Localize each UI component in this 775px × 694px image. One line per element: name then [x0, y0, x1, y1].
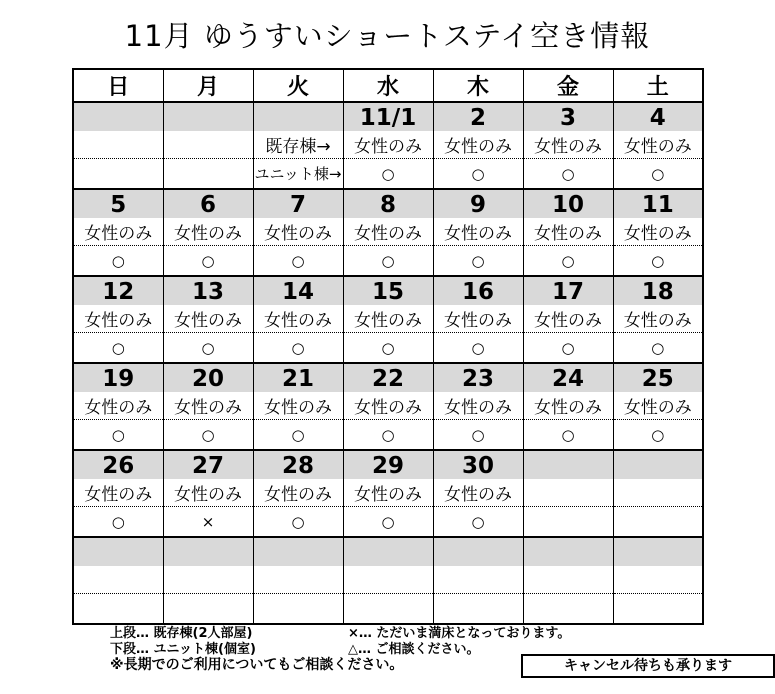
lower-status-cell: ○ — [343, 507, 433, 538]
date-cell: 15 — [343, 276, 433, 305]
cancel-waitlist-box: キャンセル待ちも承ります — [521, 654, 775, 678]
upper-status-cell — [163, 566, 253, 594]
upper-status-cell — [73, 131, 163, 159]
upper-status-cell: 女性のみ — [433, 131, 523, 159]
date-cell — [253, 537, 343, 566]
date-cell: 11 — [613, 189, 703, 218]
date-cell: 7 — [253, 189, 343, 218]
weekday-sat: 土 — [613, 69, 703, 102]
lower-status-cell: ○ — [73, 246, 163, 277]
upper-status-cell — [343, 566, 433, 594]
date-cell — [73, 102, 163, 131]
lower-status-cell: ○ — [343, 333, 433, 364]
lower-status-cell: ○ — [433, 159, 523, 190]
date-cell: 16 — [433, 276, 523, 305]
lower-status-cell — [253, 594, 343, 625]
upper-status-cell — [73, 566, 163, 594]
upper-status-cell: 女性のみ — [163, 218, 253, 246]
upper-status-cell: 女性のみ — [343, 305, 433, 333]
lower-status-cell: ○ — [253, 333, 343, 364]
upper-status-cell: 女性のみ — [73, 305, 163, 333]
lower-status-cell: ○ — [613, 420, 703, 451]
date-row — [73, 363, 703, 392]
legend-lower: 下段… ユニット棟(個室) — [110, 642, 256, 657]
lower-status-cell — [613, 507, 703, 538]
upper-status-cell: 女性のみ — [343, 218, 433, 246]
date-cell: 30 — [433, 450, 523, 479]
weekday-fri: 金 — [523, 69, 613, 102]
upper-availability-row — [73, 392, 703, 420]
upper-status-cell: 女性のみ — [343, 392, 433, 420]
availability-calendar — [72, 68, 704, 625]
date-cell: 10 — [523, 189, 613, 218]
upper-availability-row — [73, 305, 703, 333]
lower-status-cell: ○ — [613, 159, 703, 190]
date-cell — [73, 537, 163, 566]
lower-status-cell — [73, 594, 163, 625]
lower-status-cell — [163, 159, 253, 190]
lower-status-cell: ○ — [343, 420, 433, 451]
date-cell: 9 — [433, 189, 523, 218]
date-row — [73, 537, 703, 566]
lower-availability-row — [73, 420, 703, 451]
date-cell: 11/1 — [343, 102, 433, 131]
legend-triangle: △… ご相談ください。 — [348, 642, 480, 657]
lower-status-cell — [163, 594, 253, 625]
upper-status-cell: 女性のみ — [73, 479, 163, 507]
upper-status-cell — [613, 566, 703, 594]
date-cell: 22 — [343, 363, 433, 392]
lower-status-cell: ○ — [433, 246, 523, 277]
upper-status-cell: 女性のみ — [523, 305, 613, 333]
lower-status-cell — [523, 594, 613, 625]
upper-status-cell: 女性のみ — [433, 305, 523, 333]
date-cell: 25 — [613, 363, 703, 392]
date-cell: 5 — [73, 189, 163, 218]
lower-status-cell — [613, 594, 703, 625]
weekday-sun: 日 — [73, 69, 163, 102]
upper-status-cell: 女性のみ — [613, 305, 703, 333]
date-cell: 4 — [613, 102, 703, 131]
date-cell: 21 — [253, 363, 343, 392]
date-cell: 3 — [523, 102, 613, 131]
lower-status-cell: ○ — [343, 159, 433, 190]
date-row — [73, 189, 703, 218]
lower-status-cell — [343, 594, 433, 625]
date-cell: 6 — [163, 189, 253, 218]
upper-status-cell: 女性のみ — [73, 392, 163, 420]
lower-status-cell: ○ — [613, 333, 703, 364]
date-cell — [163, 102, 253, 131]
upper-status-cell: 女性のみ — [343, 479, 433, 507]
date-cell — [523, 450, 613, 479]
lower-status-cell: ○ — [253, 507, 343, 538]
date-cell — [163, 537, 253, 566]
long-term-note: ※長期でのご利用についてもご相談ください。 — [110, 657, 404, 673]
lower-status-cell: ○ — [433, 420, 523, 451]
upper-status-cell: 女性のみ — [523, 218, 613, 246]
upper-status-cell: 女性のみ — [613, 131, 703, 159]
date-cell: 12 — [73, 276, 163, 305]
weekday-thu: 木 — [433, 69, 523, 102]
date-cell — [433, 537, 523, 566]
upper-row-label: 既存棟→ — [253, 131, 343, 159]
date-cell — [523, 537, 613, 566]
date-cell: 13 — [163, 276, 253, 305]
date-cell — [613, 537, 703, 566]
date-cell — [613, 450, 703, 479]
date-cell: 26 — [73, 450, 163, 479]
lower-status-cell: ○ — [523, 159, 613, 190]
upper-status-cell — [163, 131, 253, 159]
lower-row-label: ユニット棟→ — [253, 159, 343, 190]
lower-availability-row — [73, 159, 703, 190]
upper-status-cell: 女性のみ — [433, 479, 523, 507]
upper-status-cell: 女性のみ — [253, 305, 343, 333]
legend-upper: 上段… 既存棟(2人部屋) — [110, 626, 253, 641]
date-cell: 20 — [163, 363, 253, 392]
lower-status-cell: ○ — [253, 420, 343, 451]
lower-status-cell: ○ — [73, 507, 163, 538]
lower-status-cell: ○ — [343, 246, 433, 277]
upper-availability-row — [73, 479, 703, 507]
upper-status-cell: 女性のみ — [433, 218, 523, 246]
lower-status-cell — [73, 159, 163, 190]
upper-status-cell: 女性のみ — [253, 218, 343, 246]
lower-availability-row — [73, 507, 703, 538]
upper-status-cell — [523, 566, 613, 594]
upper-status-cell: 女性のみ — [343, 131, 433, 159]
upper-status-cell: 女性のみ — [433, 392, 523, 420]
lower-status-cell — [433, 594, 523, 625]
lower-availability-row — [73, 246, 703, 277]
date-cell: 29 — [343, 450, 433, 479]
upper-status-cell: 女性のみ — [523, 131, 613, 159]
date-cell: 28 — [253, 450, 343, 479]
upper-availability-row — [73, 131, 703, 159]
upper-status-cell: 女性のみ — [613, 392, 703, 420]
weekday-tue: 火 — [253, 69, 343, 102]
lower-status-cell: ○ — [163, 333, 253, 364]
page-title: 11月 ゆうすいショートステイ空き情報 — [124, 19, 651, 53]
lower-status-cell — [523, 507, 613, 538]
date-cell: 17 — [523, 276, 613, 305]
lower-status-cell: ○ — [523, 333, 613, 364]
upper-status-cell — [523, 479, 613, 507]
date-cell: 23 — [433, 363, 523, 392]
upper-status-cell: 女性のみ — [73, 218, 163, 246]
weekday-wed: 水 — [343, 69, 433, 102]
date-row — [73, 450, 703, 479]
legend-cross: ×… ただいま満床となっております。 — [348, 626, 571, 641]
date-cell: 24 — [523, 363, 613, 392]
upper-status-cell: 女性のみ — [253, 392, 343, 420]
lower-status-cell: ○ — [613, 246, 703, 277]
upper-status-cell — [253, 566, 343, 594]
lower-status-cell: ○ — [433, 333, 523, 364]
date-cell: 18 — [613, 276, 703, 305]
lower-status-cell: ○ — [523, 246, 613, 277]
upper-availability-row — [73, 218, 703, 246]
lower-status-cell: ○ — [73, 333, 163, 364]
lower-status-cell: ○ — [253, 246, 343, 277]
lower-status-cell: ○ — [163, 420, 253, 451]
upper-status-cell — [613, 479, 703, 507]
upper-status-cell: 女性のみ — [523, 392, 613, 420]
lower-status-cell: ○ — [433, 507, 523, 538]
upper-status-cell: 女性のみ — [163, 479, 253, 507]
date-cell: 14 — [253, 276, 343, 305]
calendar-body — [73, 102, 703, 624]
weekday-mon: 月 — [163, 69, 253, 102]
lower-availability-row — [73, 333, 703, 364]
upper-status-cell: 女性のみ — [613, 218, 703, 246]
weekday-header-row — [73, 69, 703, 102]
date-cell: 19 — [73, 363, 163, 392]
lower-status-cell: × — [163, 507, 253, 538]
date-cell: 8 — [343, 189, 433, 218]
upper-status-cell: 女性のみ — [163, 392, 253, 420]
lower-status-cell: ○ — [523, 420, 613, 451]
lower-status-cell: ○ — [73, 420, 163, 451]
date-cell — [343, 537, 433, 566]
date-cell: 2 — [433, 102, 523, 131]
date-cell: 27 — [163, 450, 253, 479]
upper-status-cell: 女性のみ — [163, 305, 253, 333]
upper-availability-row — [73, 566, 703, 594]
date-row — [73, 276, 703, 305]
lower-availability-row — [73, 594, 703, 625]
lower-status-cell: ○ — [163, 246, 253, 277]
upper-status-cell — [433, 566, 523, 594]
date-cell — [253, 102, 343, 131]
upper-status-cell: 女性のみ — [253, 479, 343, 507]
date-row — [73, 102, 703, 131]
